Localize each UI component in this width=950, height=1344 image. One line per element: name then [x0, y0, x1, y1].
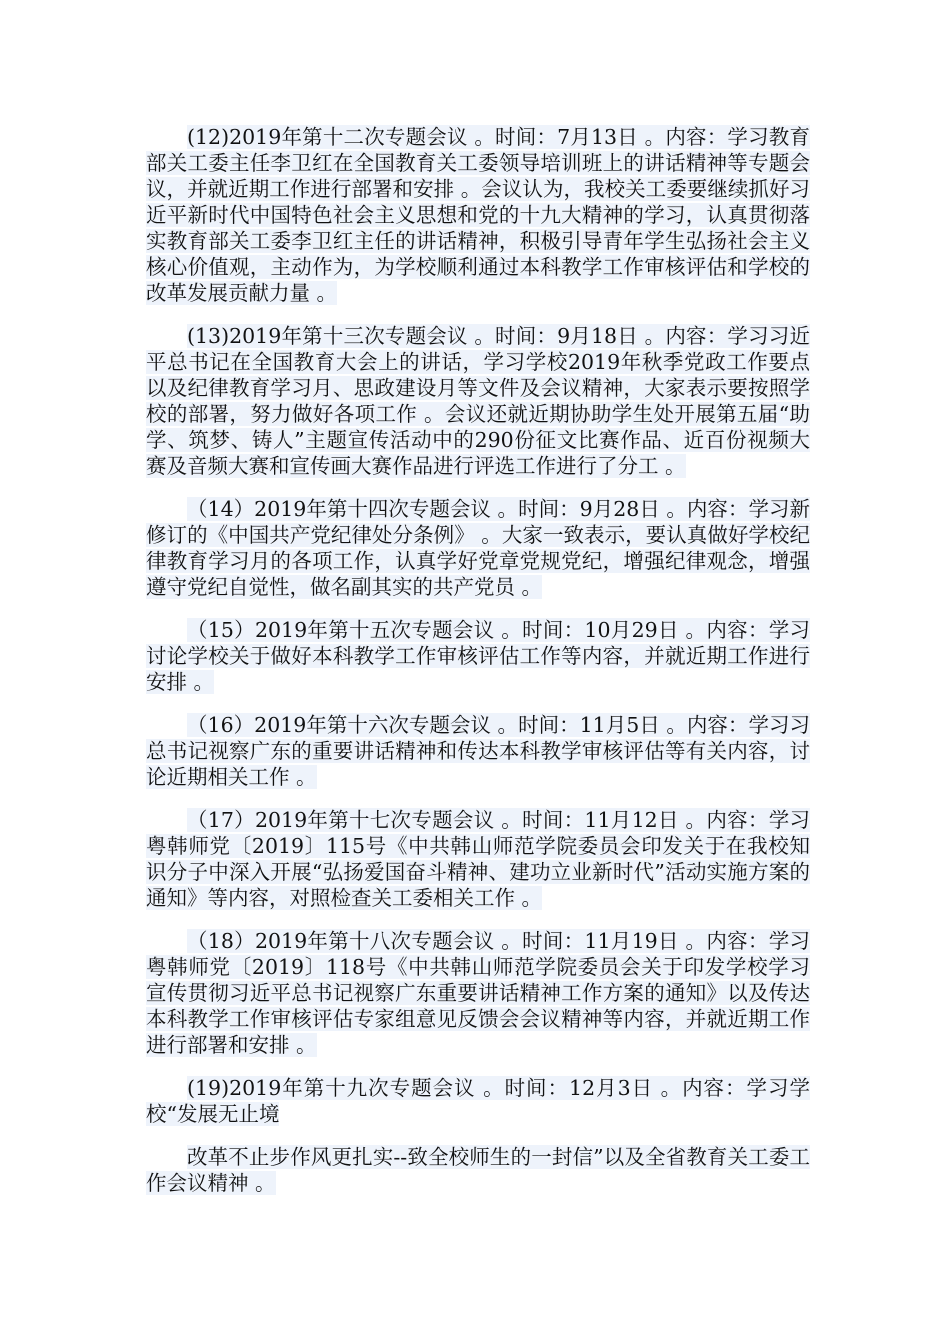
paragraph-text: （17）2019年第十七次专题会议 。时间：11月12日 。内容：学习粤韩师党〔2019〕115号《中共韩山师范学院委员会印发关于在我校知识分子中深入开展“弘扬爱国奋斗精神、建功立业新时代”活动实施方案的通知》等内容，对照检查关工委相关工作 。: [146, 808, 810, 910]
paragraph-meeting-19: [146, 1075, 810, 1127]
paragraph-text: (19)2019年第十九次专题会议 。时间：12月3日 。内容：学习学校“发展无止境: [146, 1076, 810, 1126]
paragraph-meeting-12: [146, 124, 810, 306]
paragraph-text: 改革不止步作风更扎实--致全校师生的一封信”以及全省教育关工委工作会议精神 。: [146, 1145, 810, 1195]
paragraph-meeting-15: [146, 617, 810, 695]
paragraph-text: （14）2019年第十四次专题会议 。时间：9月28日 。内容：学习新修订的《中国共产党纪律处分条例》 。大家一致表示，要认真做好学校纪律教育学习月的各项工作，认真学好党章党规党纪，增强纪律观念，增强遵守党纪自觉性，做名副其实的共产党员 。: [146, 497, 810, 599]
paragraph-meeting-16: [146, 712, 810, 790]
document-body: [146, 124, 810, 1213]
paragraph-meeting-13: [146, 323, 810, 479]
paragraph-meeting-17: [146, 807, 810, 911]
paragraph-meeting-18: [146, 928, 810, 1058]
paragraph-text: （18）2019年第十八次专题会议 。时间：11月19日 。内容：学习粤韩师党〔2019〕118号《中共韩山师范学院委员会关于印发学校学习宣传贯彻习近平总书记视察广东重要讲话精神工作方案的通知》以及传达本科教学工作审核评估专家组意见反馈会会议精神等内容，并就近期工作进行部署和安排 。: [146, 929, 810, 1057]
paragraph-meeting-14: [146, 496, 810, 600]
paragraph-meeting-19-continued: [146, 1144, 810, 1196]
paragraph-text: (13)2019年第十三次专题会议 。时间：9月18日 。内容：学习习近平总书记在全国教育大会上的讲话，学习学校2019年秋季党政工作要点以及纪律教育学习月、思政建设月等文件及会议精神，大家表示要按照学校的部署，努力做好各项工作 。会议还就近期协助学生处开展第五届“助学、筑梦、铸人”主题宣传活动中的290份征文比赛作品、近百份视频大赛及音频大赛和宣传画大赛作品进行评选工作进行了分工 。: [146, 324, 810, 478]
paragraph-text: (12)2019年第十二次专题会议 。时间：7月13日 。内容：学习教育部关工委主任李卫红在全国教育关工委领导培训班上的讲话精神等专题会议，并就近期工作进行部署和安排 。会议认为，我校关工委要继续抓好习近平新时代中国特色社会主义思想和党的十九大精神的学习，认真贯彻落实教育部关工委李卫红主任的讲话精神，积极引导青年学生弘扬社会主义核心价值观，主动作为，为学校顺利通过本科教学工作审核评估和学校的改革发展贡献力量 。: [146, 125, 810, 305]
paragraph-text: （16）2019年第十六次专题会议 。时间：11月5日 。内容：学习习总书记视察广东的重要讲话精神和传达本科教学审核评估等有关内容，讨论近期相关工作 。: [146, 713, 810, 789]
paragraph-text: （15）2019年第十五次专题会议 。时间：10月29日 。内容：学习讨论学校关于做好本科教学工作审核评估工作等内容，并就近期工作进行安排 。: [146, 618, 810, 694]
